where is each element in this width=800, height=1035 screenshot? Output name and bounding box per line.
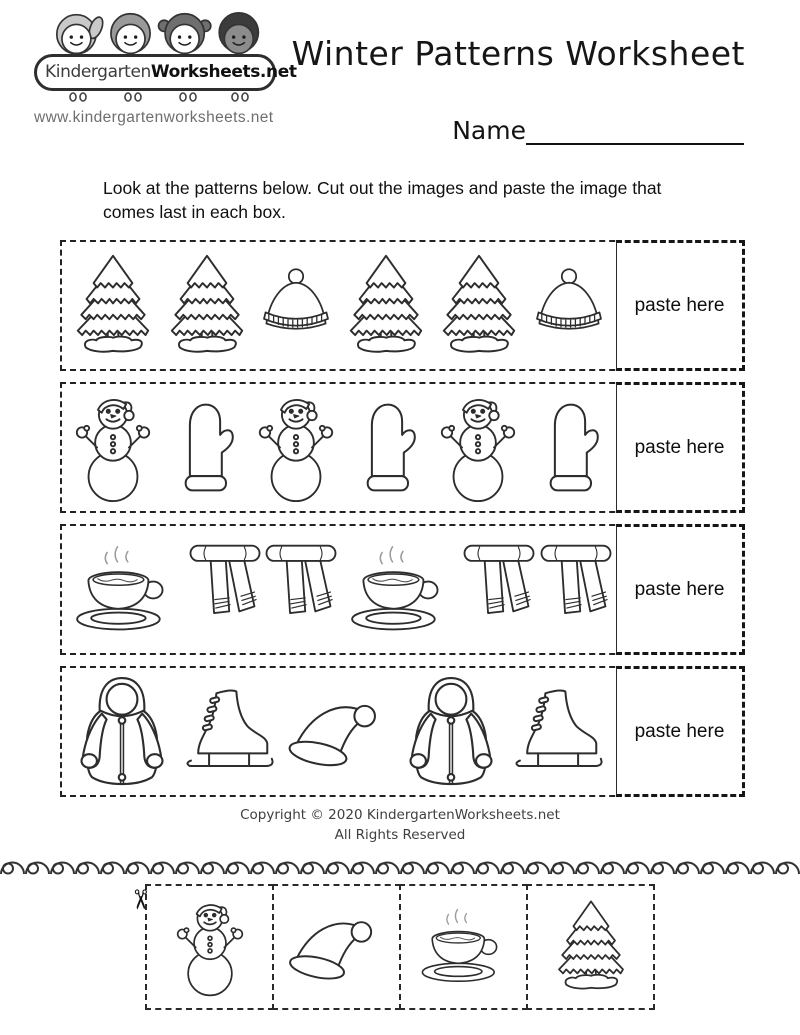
paste-here-label: paste here (634, 436, 725, 458)
scarf-icon (263, 539, 339, 640)
tree-icon (551, 899, 631, 995)
pattern-strip (62, 384, 616, 511)
tree-icon (69, 253, 157, 359)
coat-icon (69, 674, 175, 790)
mitten-icon (163, 397, 247, 498)
mitten-icon (528, 397, 612, 498)
instructions-text: Look at the patterns below. Cut out the images and paste the image that comes last in each box. (103, 178, 662, 223)
pattern-rows (60, 240, 745, 808)
paste-here-label: paste here (634, 578, 725, 600)
coat-icon (398, 674, 504, 790)
name-label: Name (452, 116, 526, 145)
scissors-icon: ✂ (123, 888, 155, 911)
santa-hat-icon (285, 690, 393, 774)
brand-text-light: Kindergarten (45, 62, 151, 82)
scarf-icon (538, 539, 614, 640)
copyright-line1: Copyright © 2020 KindergartenWorksheets.net (240, 807, 560, 823)
skate-icon (509, 686, 609, 777)
name-line (452, 116, 744, 145)
site-logo (34, 10, 297, 127)
paste-here-label: paste here (634, 720, 725, 742)
snowman-icon (168, 897, 252, 998)
scarf-icon (187, 539, 263, 640)
scallop-border (0, 851, 800, 879)
cutout-strip (123, 884, 655, 1010)
cutout-cell[interactable] (526, 884, 655, 1010)
pattern-strip (62, 242, 616, 369)
pattern-strip (62, 668, 616, 795)
cutout-cell[interactable] (145, 884, 274, 1010)
tree-icon (163, 253, 251, 359)
brand-text-bold: Worksheets.net (150, 62, 297, 82)
cocoa-icon (411, 906, 517, 988)
paste-here-box[interactable] (616, 524, 745, 655)
paste-here-box[interactable] (616, 666, 745, 797)
pattern-strip (62, 526, 616, 653)
pattern-row (60, 240, 745, 371)
tree-icon (435, 253, 523, 359)
scarf-icon (461, 539, 537, 640)
snowman-icon (431, 391, 525, 504)
paste-here-box[interactable] (616, 382, 745, 513)
skate-icon (180, 686, 280, 777)
logo-sign (34, 54, 297, 91)
pattern-row (60, 382, 745, 513)
cocoa-icon (64, 543, 186, 637)
pattern-row (60, 666, 745, 797)
snowman-icon (249, 391, 343, 504)
page-title: Winter Patterns Worksheet (291, 34, 745, 73)
logo-feet-icon (45, 91, 265, 103)
beanie-icon (256, 266, 336, 346)
paste-here-box[interactable] (616, 240, 745, 371)
cutout-cell[interactable] (399, 884, 528, 1010)
beanie-icon (529, 266, 609, 346)
cutout-cell[interactable] (272, 884, 401, 1010)
paste-here-label: paste here (634, 294, 725, 316)
name-input-line[interactable] (526, 116, 744, 145)
cocoa-icon (339, 543, 461, 637)
copyright-line2: All Rights Reserved (334, 826, 466, 843)
copyright (0, 806, 800, 845)
website-url: www.kindergartenworksheets.net (34, 109, 274, 126)
snowman-icon (66, 391, 160, 504)
pattern-row (60, 524, 745, 655)
tree-icon (342, 253, 430, 359)
santa-hat-icon (286, 907, 388, 987)
mitten-icon (345, 397, 429, 498)
